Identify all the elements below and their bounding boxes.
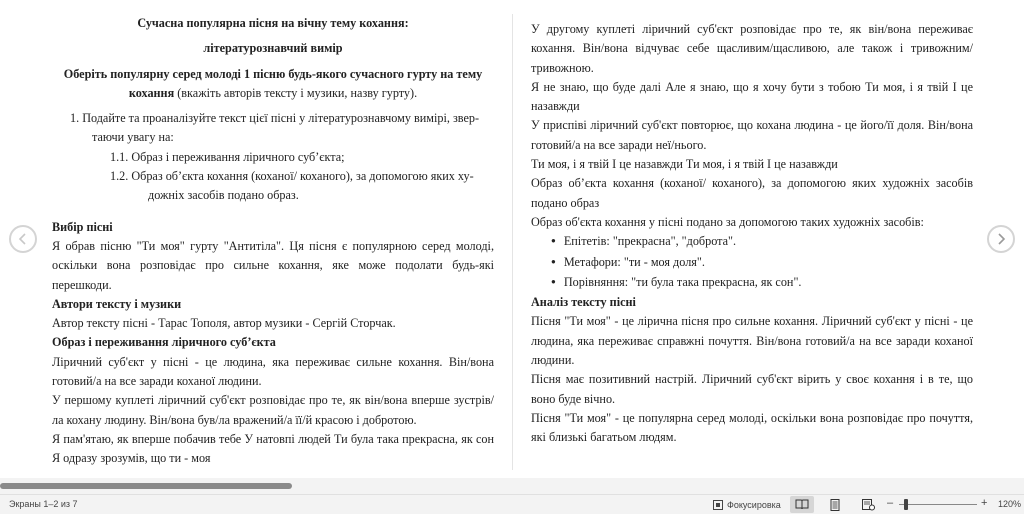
paragraph-subject-3: Я пам'ятаю, як вперше побачив тебе У натовпі людей Ти була така прекрасна, як сон Я одразу зрозумів, що ти - моя [52, 431, 494, 466]
right-page [531, 20, 973, 496]
task-item-1-line2: таючи увагу на: [92, 130, 174, 145]
paragraph-r8: Пісня має позитивний настрій. Ліричний суб'єкт вірить у своє кохання і в те, що воно буде вічно. [531, 372, 973, 406]
web-icon [862, 499, 875, 511]
paragraph-r3: У приспіві ліричний суб'єкт повторює, що кохана людина - це його/її доля. Він/вона готовий/а на все заради неї/нього. [531, 118, 973, 152]
list-item: ● Метафори: "ти - моя доля". [551, 253, 973, 273]
spacer [52, 206, 494, 218]
means-list [551, 232, 973, 293]
book-icon [795, 499, 809, 510]
task-item-1-line1: 1. Подайте та проаналізуйте текст цієї пісні у літературознавчому вимірі, звер- [70, 111, 480, 126]
zoom-in-button[interactable]: + [981, 497, 988, 509]
doc-subtitle: літературознавчий вимір [203, 41, 343, 56]
focus-icon [712, 499, 724, 511]
task-item-1 [70, 109, 494, 148]
page-icon [830, 499, 840, 511]
paragraph-r6: Образ об'єкта кохання у пісні подано за допомогою таких художніх засобів: [531, 214, 924, 229]
zoom-level[interactable]: 120% [998, 499, 1022, 509]
paragraph-r7: Пісня "Ти моя" - це лірична пісня про сильне кохання. Ліричний суб'єкт у пісні - це людина, яка переживає справжні почуття. Він/вона готовий/а на все заради коханої людини. [531, 314, 973, 368]
next-page-button[interactable] [987, 225, 1015, 253]
prev-page-button[interactable] [9, 225, 37, 253]
heading-analysis: Аналіз тексту пісні [531, 295, 636, 310]
page-divider [512, 14, 513, 470]
paragraph-r1: У другому куплеті ліричний суб'єкт розповідає про те, як він/вона переживає кохання. Він/вона відчуває себе щасливим/щасливою, але також і тривожним/тривожною. [531, 22, 973, 75]
left-page [52, 14, 494, 490]
zoom-slider-track[interactable] [899, 504, 977, 505]
heading-subject: Образ і переживання ліричного суб’єкта [52, 335, 276, 350]
paragraph-r9: Пісня "Ти моя" - це популярна серед молоді, оскільки вона розповідає про почуття, які близькі багатьом людям. [531, 410, 973, 445]
paragraph-authors: Автор тексту пісні - Тарас Тополя, автор музики - Сергій Сторчак. [52, 316, 396, 331]
paragraph-subject-2: У першому куплеті ліричний суб'єкт розповідає про те, як він/вона вперше зустрів/ла кохану людину. Він/вона був/ла вражений/а її/й красою і добротою. [52, 393, 494, 427]
zoom-slider-thumb[interactable] [904, 499, 908, 510]
zoom-out-button[interactable]: – [887, 497, 894, 509]
horizontal-scrollbar[interactable] [0, 478, 1024, 494]
focus-label: Фокусировка [727, 500, 781, 510]
print-layout-button[interactable] [823, 496, 847, 513]
screen-counter: Экраны 1–2 из 7 [9, 499, 78, 509]
task-bold: Оберіть популярну серед молоді 1 пісню будь-якого сучасного гурту на тему кохання [63, 66, 483, 100]
list-item: ● Порівняння: "ти була така прекрасна, як сон". [551, 273, 973, 293]
task-text [52, 65, 494, 104]
chevron-left-icon [17, 233, 29, 245]
task-subitem-2-line2: дожніх засобів подано образ. [148, 188, 299, 203]
paragraph-choice: Я обрав пісню "Ти моя" гурту "Антитіла". Ця пісня є популярною серед молоді, оскільки вона розповідає про сильне кохання, яке може подолати будь-які перешкоди. [52, 238, 494, 292]
status-bar [0, 494, 1024, 514]
web-layout-button[interactable] [856, 496, 880, 513]
chevron-right-icon [995, 233, 1007, 245]
task-subitem-2-line1: 1.2. Образ об’єкта кохання (коханої/ коханого), за допомогою яких ху- [110, 169, 474, 184]
read-mode-button[interactable] [790, 496, 814, 513]
task-subitem-2 [110, 167, 494, 206]
doc-title: Сучасна популярна пісня на вічну тему кохання: [137, 16, 409, 30]
paragraph-r5: Образ об’єкта кохання (коханої/ коханого), за допомогою яких художніх засобів подано образ [531, 176, 973, 210]
scrollbar-thumb[interactable] [0, 483, 292, 489]
focus-button[interactable] [712, 497, 781, 513]
paragraph-r4: Ти моя, і я твій І це назавжди Ти моя, і я твій І це назавжди [531, 157, 838, 172]
task-subitem-1: 1.1. Образ і переживання ліричного суб’єкта; [110, 149, 345, 164]
list-item: ● Епітетів: "прекрасна", "доброта". [551, 232, 973, 252]
task-rest: (вкажіть авторів тексту і музики, назву гурту). [174, 85, 418, 100]
paragraph-subject-1: Ліричний суб'єкт у пісні - це людина, яка переживає сильне кохання. Він/вона готовий/а на все заради коханої людини. [52, 354, 494, 389]
heading-authors: Автори тексту і музики [52, 296, 182, 311]
paragraph-r2: Я не знаю, що буде далі Але я знаю, що я хочу бути з тобою Ти моя, і я твій І це назавжди [531, 79, 973, 114]
heading-choice: Вибір пісні [52, 219, 113, 234]
